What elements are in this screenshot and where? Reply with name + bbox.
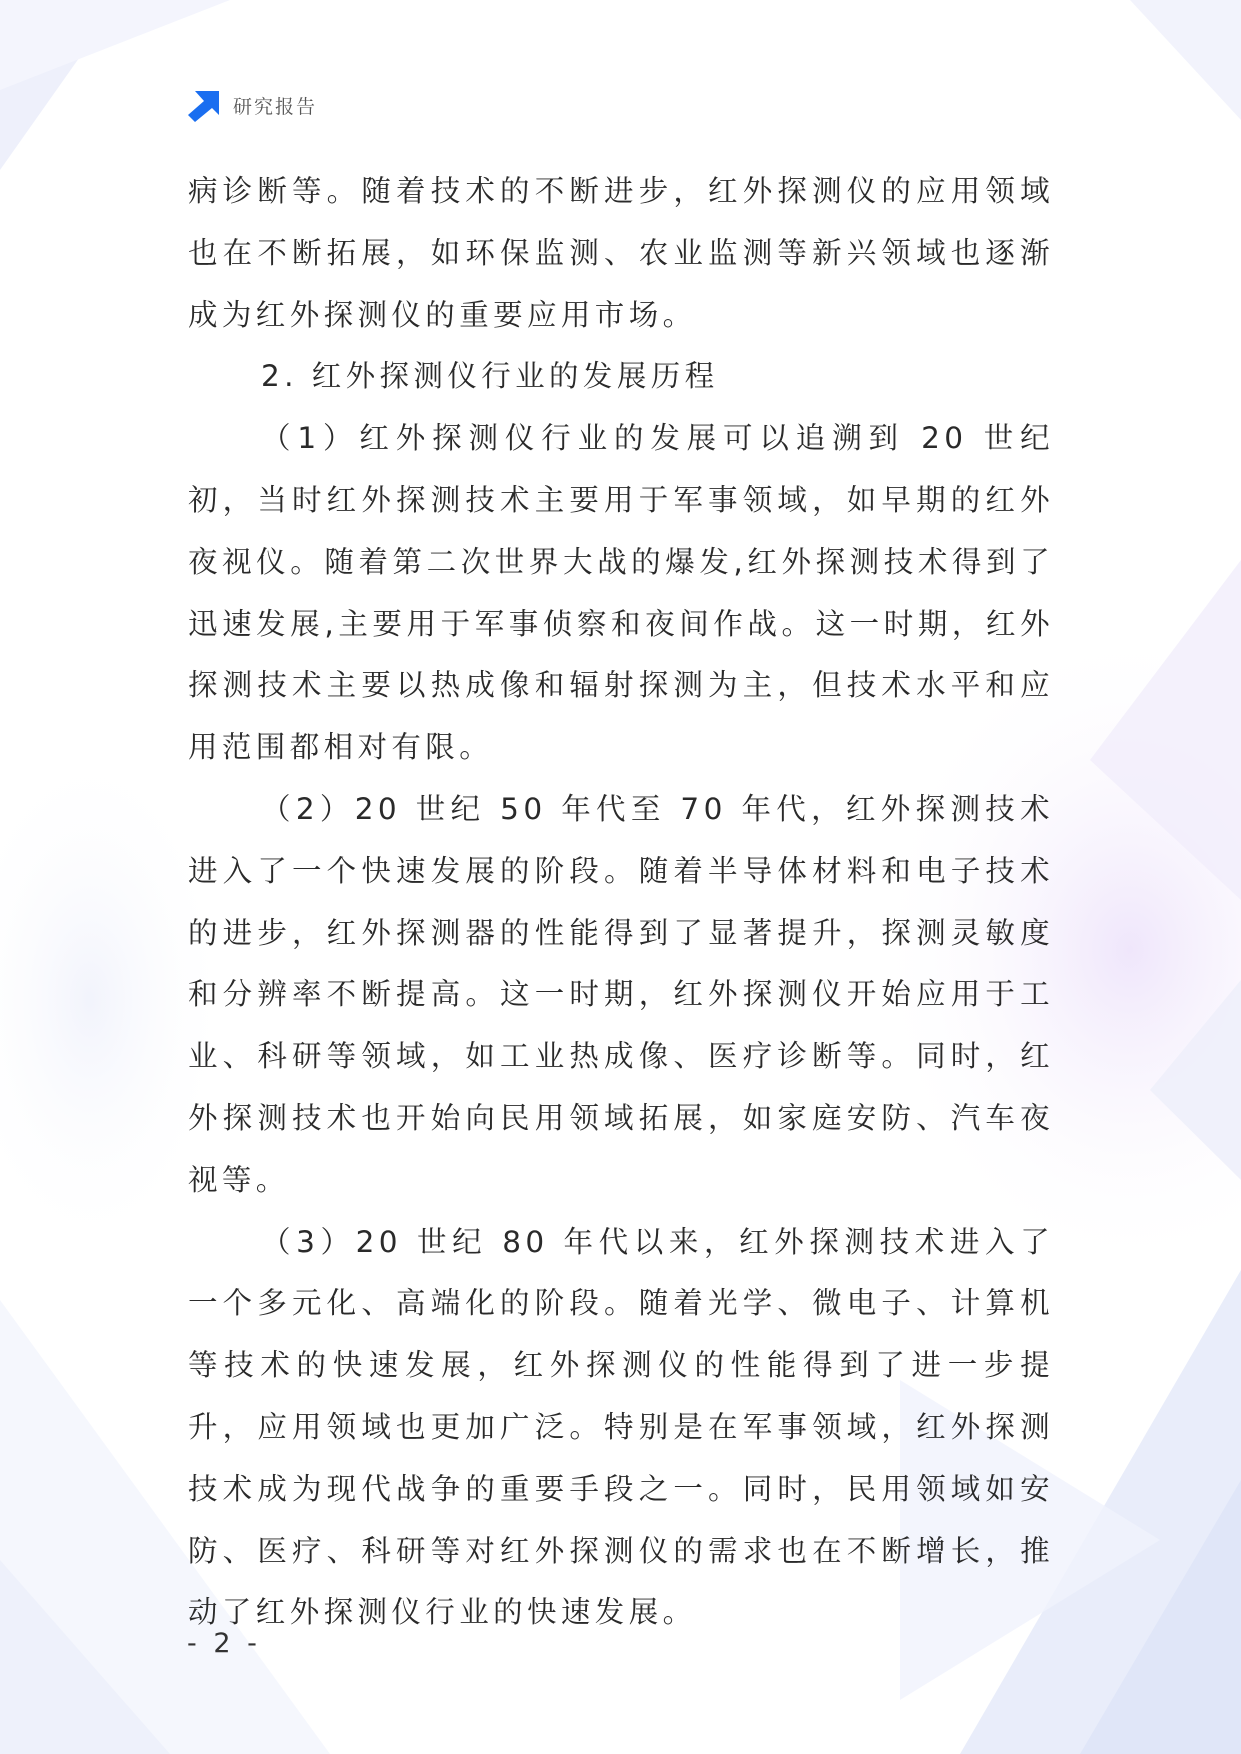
page-number: - 2 - [187, 1628, 261, 1659]
report-header [187, 88, 317, 122]
paragraph-3: （3）20 世纪 80 年代以来，红外探测技术进入了一个多元化、高端化的阶段。随着光学、微电子、计算机等技术的快速发展，红外探测仪的性能得到了进一步提升，应用领域也更加广泛。特别是在军事领域，红外探测技术成为现代战争的重要手段之一。同时，民用领域如安防、医疗、科研等对红外探测仪的需求也在不断增长，推动了红外探测仪行业的快速发展。 [188, 1224, 1054, 1630]
paragraph-continuation: 病诊断等。随着技术的不断进步，红外探测仪的应用领域也在不断拓展，如环保监测、农业监测等新兴领域也逐渐成为红外探测仪的重要应用市场。 [188, 174, 1054, 332]
paragraph-1: （1）红外探测仪行业的发展可以追溯到 20 世纪初，当时红外探测技术主要用于军事领域，如早期的红外夜视仪。随着第二次世界大战的爆发,红外探测技术得到了迅速发展,主要用于军事侦察和夜间作战。这一时期，红外探测技术主要以热成像和辐射探测为主，但技术水平和应用范围都相对有限。 [188, 421, 1054, 765]
document-body [188, 161, 1054, 1644]
arrow-up-right-icon [187, 88, 221, 122]
section-heading: 2. 红外探测仪行业的发展历程 [261, 359, 719, 394]
paragraph-2: （2）20 世纪 50 年代至 70 年代，红外探测技术进入了一个快速发展的阶段。随着半导体材料和电子技术的进步，红外探测器的性能得到了显著提升，探测灵敏度和分辨率不断提高。这一时期，红外探测仪开始应用于工业、科研等领域，如工业热成像、医疗诊断等。同时，红外探测技术也开始向民用领域拓展，如家庭安防、汽车夜视等。 [188, 791, 1054, 1197]
header-label: 研究报告 [233, 95, 318, 118]
